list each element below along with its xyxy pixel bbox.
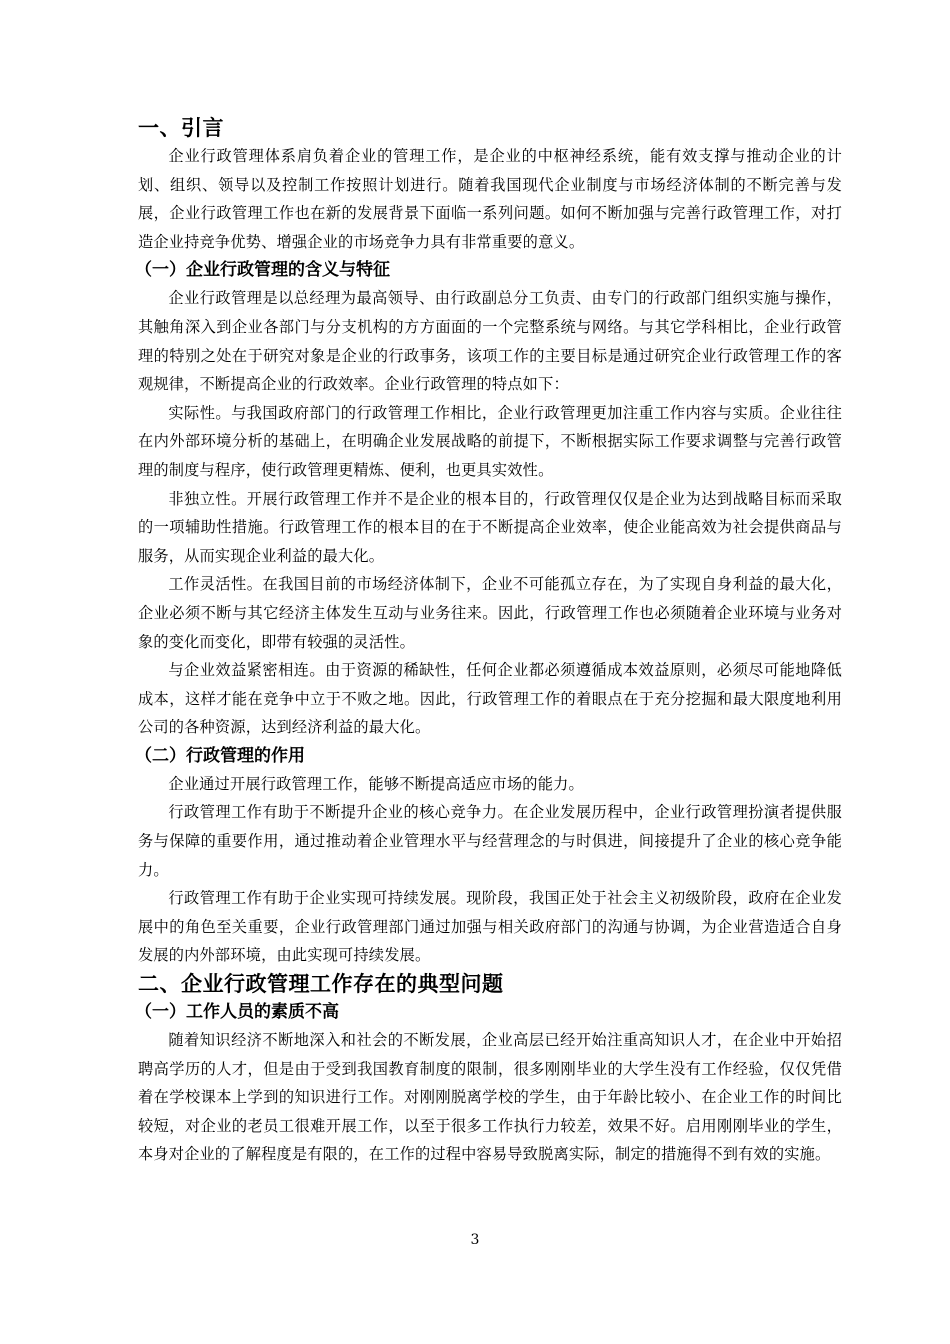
subsection-heading-role: （二）行政管理的作用 [135,745,305,766]
paragraph: 随着知识经济不断地深入和社会的不断发展，企业高层已经开始注重高知识人才，在企业中开始招聘高学历的人才，但是由于受到我国教育制度的限制，很多刚刚毕业的大学生没有工作经验，仅仅凭借着在学校课本上学到的知识进行工作。对刚刚脱离学校的学生，由于年龄比较小、在企业工作的时间比较短，对企业的老员工很难开展工作，以至于很多工作执行力较差，效果不好。启用刚刚毕业的学生，本身对企业的了解程度是有限的，在工作的过程中容易导致脱离实际，制定的措施得不到有效的实施。 [138,1031,842,1164]
paragraph: 工作灵活性。在我国目前的市场经济体制下，企业不可能孤立存在，为了实现自身利益的最大化，企业必须不断与其它经济主体发生互动与业务往来。因此，行政管理工作也必须随着企业环境与业务对象的变化而变化，即带有较强的灵活性。 [138,575,842,651]
paragraph: 行政管理工作有助于企业实现可持续发展。现阶段，我国正处于社会主义初级阶段，政府在企业发展中的角色至关重要，企业行政管理部门通过加强与相关政府部门的沟通与协调，为企业营造适合自身发展的内外部环境，由此实现可持续发展。 [138,889,842,965]
section-heading-introduction: 一、引言 [138,116,224,140]
subsection-heading-staff-quality: （一）工作人员的素质不高 [135,1002,339,1023]
section-heading-problems: 二、企业行政管理工作存在的典型问题 [138,972,504,997]
page-number: 3 [470,1232,480,1248]
paragraph: 实际性。与我国政府部门的行政管理工作相比，企业行政管理更加注重工作内容与实质。企业往往在内外部环境分析的基础上，在明确企业发展战略的前提下，不断根据实际工作要求调整与完善行政管理的制度与程序，使行政管理更精炼、便利，也更具实效性。 [138,403,842,479]
paragraph: 企业通过开展行政管理工作，能够不断提高适应市场的能力。 [168,774,584,793]
paragraph: 行政管理工作有助于不断提升企业的核心竞争力。在企业发展历程中，企业行政管理扮演者提供服务与保障的重要作用，通过推动着企业管理水平与经营理念的与时俱进，间接提升了企业的核心竞争能力。 [138,803,842,879]
subsection-heading-definition: （一）企业行政管理的含义与特征 [135,260,390,281]
introduction-paragraph: 企业行政管理体系肩负着企业的管理工作，是企业的中枢神经系统，能有效支撑与推动企业的计划、组织、领导以及控制工作按照计划进行。随着我国现代企业制度与市场经济体制的不断完善与发展，企业行政管理工作也在新的发展背景下面临一系列问题。如何不断加强与完善行政管理工作，对打造企业持竞争优势、增强企业的市场竞争力具有非常重要的意义。 [138,147,842,251]
paragraph: 企业行政管理是以总经理为最高领导、由行政副总分工负责、由专门的行政部门组织实施与操作，其触角深入到企业各部门与分支机构的方方面面的一个完整系统与网络。与其它学科相比，企业行政管理的特别之处在于研究对象是企业的行政事务，该项工作的主要目标是通过研究企业行政管理工作的客观规律，不断提高企业的行政效率。企业行政管理的特点如下： [138,289,842,394]
page-body [135,114,842,1169]
paragraph: 与企业效益紧密相连。由于资源的稀缺性，任何企业都必须遵循成本效益原则，必须尽可能地降低成本，这样才能在竞争中立于不败之地。因此，行政管理工作的着眼点在于充分挖掘和最大限度地利用公司的各种资源，达到经济利益的最大化。 [138,661,842,737]
paragraph: 非独立性。开展行政管理工作并不是企业的根本目的，行政管理仅仅是企业为达到战略目标而采取的一项辅助性措施。行政管理工作的根本目的在于不断提高企业效率，使企业能高效为社会提供商品与服务，从而实现企业利益的最大化。 [138,489,842,565]
